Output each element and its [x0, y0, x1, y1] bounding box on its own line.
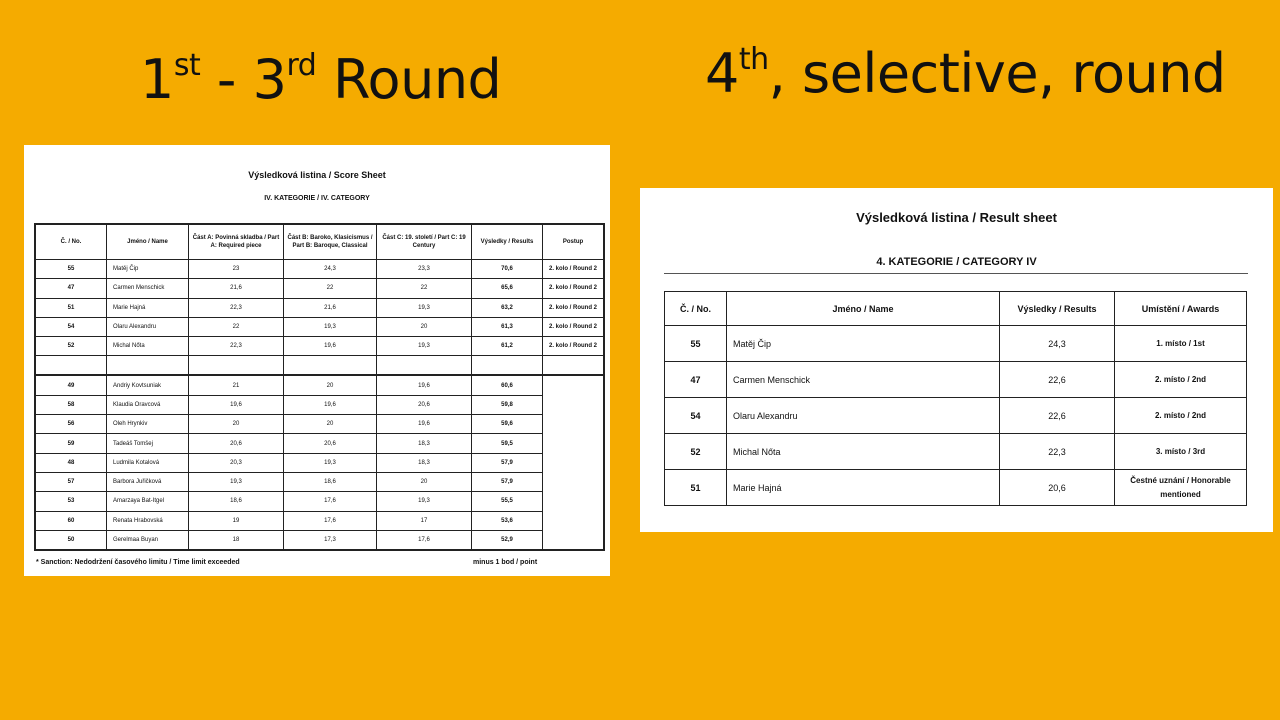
score-part-b: 19,6: [284, 337, 377, 356]
entry-name: Andriy Kovtsuniak: [107, 375, 189, 395]
table-row: [35, 317, 604, 336]
entry-number: 60: [35, 511, 107, 530]
score-result: 65,6: [472, 279, 543, 298]
score-part-a: 22,3: [189, 298, 284, 317]
empty-cell: [543, 453, 605, 472]
result-table: [664, 291, 1247, 506]
score-part-a: 20: [189, 415, 284, 434]
score-part-c: 17: [377, 511, 472, 530]
score-part-c: 19,6: [377, 415, 472, 434]
entry-number: 59: [35, 434, 107, 453]
score-part-b: 20: [284, 415, 377, 434]
entry-number: 51: [35, 298, 107, 317]
award: 2. místo / 2nd: [1115, 362, 1247, 398]
advancement: 2. kolo / Round 2: [543, 279, 605, 298]
empty-cell: [107, 356, 189, 376]
score-part-b: 17,6: [284, 511, 377, 530]
score-part-c: 18,3: [377, 453, 472, 472]
column-header: Umístění / Awards: [1115, 292, 1247, 326]
score-result: 59,8: [472, 395, 543, 414]
entry-number: 50: [35, 530, 107, 550]
score-result: 20,6: [1000, 470, 1115, 506]
score-part-b: 19,6: [284, 395, 377, 414]
entry-name: Matěj Čip: [107, 260, 189, 279]
entry-name: Klaudia Oravcová: [107, 395, 189, 414]
entry-number: 47: [35, 279, 107, 298]
column-header: Postup: [543, 224, 605, 260]
penalty-note: minus 1 bod / point: [473, 559, 538, 566]
score-result: 63,2: [472, 298, 543, 317]
table-row: [665, 326, 1247, 362]
table-row: [35, 395, 604, 414]
score-part-b: 18,6: [284, 472, 377, 491]
empty-cell: [284, 356, 377, 376]
entry-name: Oleh Hrynkiv: [107, 415, 189, 434]
empty-cell: [472, 356, 543, 376]
empty-cell: [543, 375, 605, 395]
empty-cell: [543, 530, 605, 550]
table-row: [665, 470, 1247, 506]
advancement: 2. kolo / Round 2: [543, 317, 605, 336]
table-row: [35, 472, 604, 491]
table-row: [35, 260, 604, 279]
score-result: 59,6: [472, 415, 543, 434]
column-header: Výsledky / Results: [472, 224, 543, 260]
empty-cell: [543, 356, 605, 376]
column-header: Část A: Povinná skladba / Part A: Required piece: [189, 224, 284, 260]
table-row: [35, 530, 604, 550]
entry-number: 52: [35, 337, 107, 356]
result-sheet-subtitle: 4. KATEGORIE / CATEGORY IV: [876, 256, 1037, 268]
table-row: [35, 511, 604, 530]
entry-name: Marie Hajná: [107, 298, 189, 317]
column-header: Jméno / Name: [107, 224, 189, 260]
entry-number: 57: [35, 472, 107, 491]
result-sheet: [640, 188, 1273, 532]
score-part-c: 19,6: [377, 375, 472, 395]
advancement: 2. kolo / Round 2: [543, 337, 605, 356]
award: 1. místo / 1st: [1115, 326, 1247, 362]
score-part-a: 21: [189, 375, 284, 395]
score-part-b: 19,3: [284, 317, 377, 336]
table-row: [35, 337, 604, 356]
score-part-a: 18,6: [189, 492, 284, 511]
score-sheet-subtitle: IV. KATEGORIE / IV. CATEGORY: [264, 195, 370, 202]
score-part-a: 19: [189, 511, 284, 530]
entry-name: Tadeáš Tomšej: [107, 434, 189, 453]
score-sheet-title: Výsledková listina / Score Sheet: [248, 170, 386, 180]
entry-number: 48: [35, 453, 107, 472]
score-table: [34, 223, 605, 551]
entry-number: 53: [35, 492, 107, 511]
entry-number: 52: [665, 434, 727, 470]
table-row: [35, 298, 604, 317]
score-part-b: 21,6: [284, 298, 377, 317]
table-row: [35, 375, 604, 395]
award: Čestné uznání / Honorable mentioned: [1115, 470, 1247, 506]
score-result: 55,5: [472, 492, 543, 511]
table-row: [665, 434, 1247, 470]
score-part-b: 22: [284, 279, 377, 298]
entry-number: 55: [665, 326, 727, 362]
column-header: Č. / No.: [35, 224, 107, 260]
separator-row: [35, 356, 604, 376]
score-part-a: 18: [189, 530, 284, 550]
score-result: 61,3: [472, 317, 543, 336]
table-row: [665, 362, 1247, 398]
score-part-b: 17,3: [284, 530, 377, 550]
empty-cell: [543, 395, 605, 414]
entry-name: Barbora Juřičková: [107, 472, 189, 491]
score-part-a: 20,3: [189, 453, 284, 472]
score-result: 57,9: [472, 453, 543, 472]
score-part-a: 20,6: [189, 434, 284, 453]
entry-name: Marie Hajná: [727, 470, 1000, 506]
score-part-c: 20,6: [377, 395, 472, 414]
score-result: 24,3: [1000, 326, 1115, 362]
column-header: Č. / No.: [665, 292, 727, 326]
score-part-a: 22,3: [189, 337, 284, 356]
score-part-c: 18,3: [377, 434, 472, 453]
score-result: 22,6: [1000, 362, 1115, 398]
score-result: 22,6: [1000, 398, 1115, 434]
entry-name: Ludmila Kotalová: [107, 453, 189, 472]
entry-name: Olaru Alexandru: [727, 398, 1000, 434]
entry-number: 58: [35, 395, 107, 414]
entry-number: 47: [665, 362, 727, 398]
entry-number: 54: [665, 398, 727, 434]
empty-cell: [543, 415, 605, 434]
score-result: 52,9: [472, 530, 543, 550]
result-sheet-title: Výsledková listina / Result sheet: [856, 210, 1057, 225]
entry-name: Olaru Alexandru: [107, 317, 189, 336]
table-row: [35, 434, 604, 453]
table-row: [35, 492, 604, 511]
column-header: Výsledky / Results: [1000, 292, 1115, 326]
score-part-b: 19,3: [284, 453, 377, 472]
entry-name: Renata Hrabovská: [107, 511, 189, 530]
empty-cell: [35, 356, 107, 376]
score-sheet: [24, 145, 610, 576]
entry-name: Amarzaya Bat-Itgel: [107, 492, 189, 511]
score-part-b: 24,3: [284, 260, 377, 279]
column-header: Část B: Baroko, Klasicismus / Part B: Baroque, Classical: [284, 224, 377, 260]
score-result: 57,9: [472, 472, 543, 491]
score-part-c: 19,3: [377, 298, 472, 317]
score-part-a: 22: [189, 317, 284, 336]
entry-number: 56: [35, 415, 107, 434]
score-part-c: 17,6: [377, 530, 472, 550]
score-part-b: 20: [284, 375, 377, 395]
score-part-c: 22: [377, 279, 472, 298]
table-row: [665, 398, 1247, 434]
score-result: 53,6: [472, 511, 543, 530]
score-part-a: 19,6: [189, 395, 284, 414]
award: 2. místo / 2nd: [1115, 398, 1247, 434]
entry-name: Matěj Čip: [727, 326, 1000, 362]
empty-cell: [543, 492, 605, 511]
entry-name: Michal Nőta: [727, 434, 1000, 470]
empty-cell: [377, 356, 472, 376]
score-part-a: 23: [189, 260, 284, 279]
heading-round-4: 4th, selective, round: [705, 42, 1226, 105]
empty-cell: [543, 511, 605, 530]
column-header: Část C: 19. století / Part C: 19 Century: [377, 224, 472, 260]
entry-name: Gerelmaa Buyan: [107, 530, 189, 550]
heading-rounds-1-3: 1st - 3rd Round: [140, 48, 502, 111]
entry-number: 51: [665, 470, 727, 506]
entry-number: 49: [35, 375, 107, 395]
score-part-c: 23,3: [377, 260, 472, 279]
score-part-c: 19,3: [377, 337, 472, 356]
entry-number: 55: [35, 260, 107, 279]
score-part-c: 20: [377, 472, 472, 491]
table-row: [35, 279, 604, 298]
score-result: 60,6: [472, 375, 543, 395]
sanction-footnote: * Sanction: Nedodržení časového limitu / Time limit exceeded: [36, 559, 240, 566]
score-part-a: 19,3: [189, 472, 284, 491]
score-result: 59,5: [472, 434, 543, 453]
entry-name: Michal Nőta: [107, 337, 189, 356]
advancement: 2. kolo / Round 2: [543, 260, 605, 279]
score-part-b: 17,6: [284, 492, 377, 511]
score-result: 22,3: [1000, 434, 1115, 470]
empty-cell: [189, 356, 284, 376]
award: 3. místo / 3rd: [1115, 434, 1247, 470]
empty-cell: [543, 472, 605, 491]
advancement: 2. kolo / Round 2: [543, 298, 605, 317]
empty-cell: [543, 434, 605, 453]
score-part-b: 20,6: [284, 434, 377, 453]
entry-name: Carmen Menschick: [727, 362, 1000, 398]
score-result: 70,6: [472, 260, 543, 279]
score-result: 61,2: [472, 337, 543, 356]
score-part-c: 20: [377, 317, 472, 336]
table-row: [35, 415, 604, 434]
score-part-c: 19,3: [377, 492, 472, 511]
divider: [664, 273, 1248, 274]
column-header: Jméno / Name: [727, 292, 1000, 326]
entry-number: 54: [35, 317, 107, 336]
entry-name: Carmen Menschick: [107, 279, 189, 298]
table-row: [35, 453, 604, 472]
score-part-a: 21,6: [189, 279, 284, 298]
